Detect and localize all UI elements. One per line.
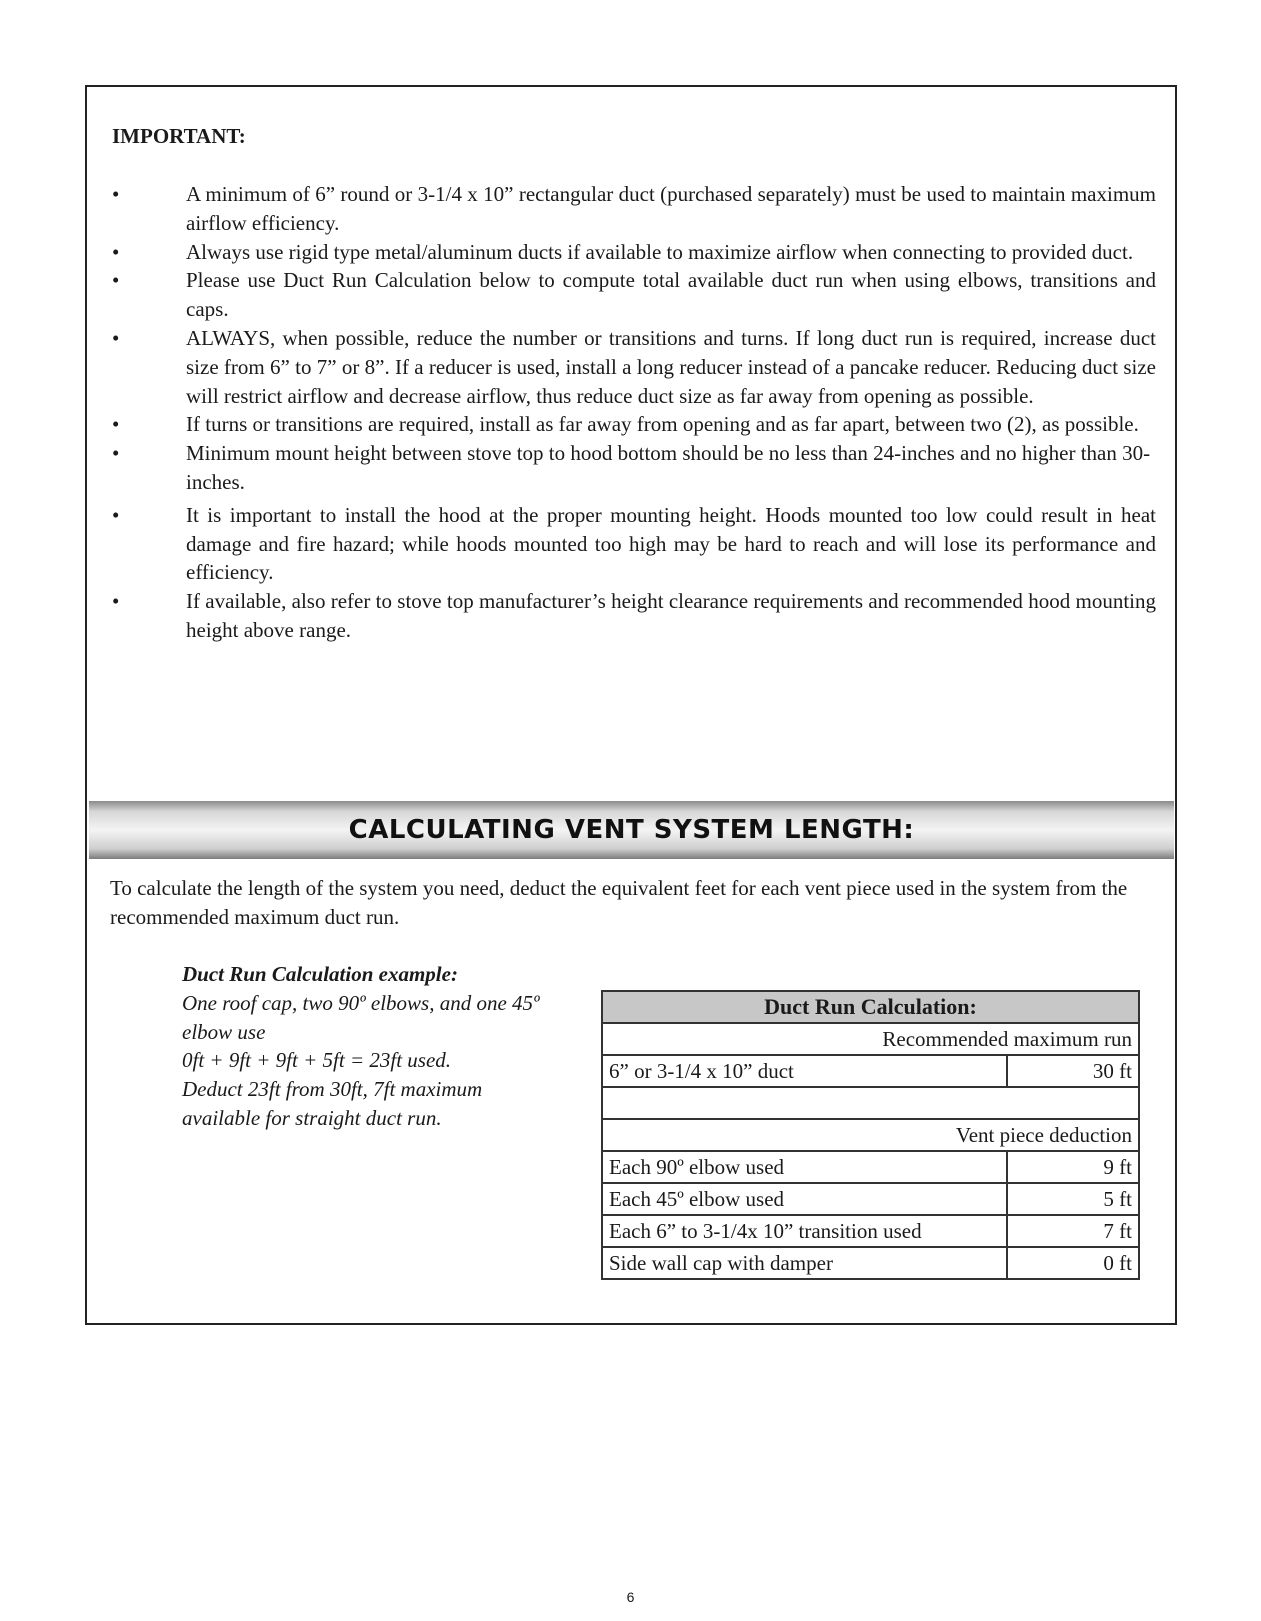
example-line: 0ft + 9ft + 9ft + 5ft = 23ft used. <box>182 1048 452 1073</box>
table-row <box>602 1055 1139 1087</box>
bullet-icon: • <box>112 182 120 206</box>
table-row <box>602 991 1139 1023</box>
row-label: Side wall cap with damper <box>602 1247 1007 1279</box>
intro-paragraph: To calculate the length of the system you need, deduct the equivalent feet for each vent piece used in the system from the recommended maximum duct run. <box>110 876 1128 929</box>
calculation-example <box>182 960 602 1133</box>
list-item: • Minimum mount height between stove top to hood bottom should be no less than 24-inches and no higher than 30-inches. <box>112 441 1151 494</box>
example-title: Duct Run Calculation example: <box>182 962 458 986</box>
table-title: Duct Run Calculation: <box>602 991 1139 1023</box>
max-run-header: Recommended maximum run <box>602 1023 1139 1055</box>
bullet-icon: • <box>112 268 120 293</box>
blank-row <box>602 1087 1139 1119</box>
table-row <box>602 1215 1139 1247</box>
table-row <box>602 1119 1139 1151</box>
bullet-icon: • <box>112 502 120 527</box>
list-item: • If turns or transitions are required, install as far away from opening and as far apart, between two (2), as possible. <box>112 410 1156 439</box>
row-label: Each 90º elbow used <box>602 1151 1007 1183</box>
section-title: CALCULATING VENT SYSTEM LENGTH: <box>348 815 915 845</box>
row-label: Each 6” to 3-1/4x 10” transition used <box>602 1215 1007 1247</box>
list-item: • If available, also refer to stove top manufacturer’s height clearance requirements and recommended hood mounting height above range. <box>112 589 1156 642</box>
deduction-header: Vent piece deduction <box>602 1119 1139 1151</box>
example-line: available for straight duct run. <box>182 1105 442 1130</box>
list-item: • ALWAYS, when possible, reduce the number or transitions and turns. If long duct run is required, increase duct size from 6” to 7” or 8”. If a reducer is used, install a long reducer instead of a pancake reducer. Reducing duct size will restrict airflow and decrease airflow, thus reduce duct size as far away from opening as possible. <box>112 325 1156 408</box>
list-item: • Please use Duct Run Calculation below to compute total available duct run when using elbows, transitions and caps. <box>112 268 1156 322</box>
list-item: • Always use rigid type metal/aluminum ducts if available to maximize airflow when connecting to provided duct. <box>112 238 1156 267</box>
bullet-icon: • <box>112 325 120 350</box>
row-value: 9 ft <box>1007 1151 1139 1183</box>
example-line: elbow use <box>182 1019 266 1044</box>
bullet-icon: • <box>112 239 120 264</box>
duct-value: 30 ft <box>1007 1055 1139 1087</box>
table-row <box>602 1023 1139 1055</box>
example-line: Deduct 23ft from 30ft, 7ft maximum <box>182 1077 483 1102</box>
bullet-icon: • <box>112 441 120 466</box>
table-row <box>602 1087 1139 1119</box>
table-row <box>602 1183 1139 1215</box>
row-label: Each 45º elbow used <box>602 1183 1007 1215</box>
page-number: 6 <box>626 1589 635 1605</box>
important-list <box>112 180 1156 645</box>
example-line: One roof cap, two 90º elbows, and one 45º <box>182 990 540 1015</box>
bullet-icon: • <box>112 412 120 437</box>
row-value: 7 ft <box>1007 1215 1139 1247</box>
duct-label: 6” or 3-1/4 x 10” duct <box>602 1055 1007 1087</box>
section-header-bar <box>89 801 1174 859</box>
bullet-icon: • <box>112 589 120 614</box>
table-row <box>602 1151 1139 1183</box>
row-value: 5 ft <box>1007 1183 1139 1215</box>
list-item: • It is important to install the hood at the proper mounting height. Hoods mounted too low could result in heat damage and fire hazard; while hoods mounted too high may be hard to reach and will lose its performance and efficiency. <box>112 502 1156 585</box>
row-value: 0 ft <box>1007 1247 1139 1279</box>
duct-run-table <box>601 990 1140 1280</box>
list-item: • A minimum of 6” round or 3-1/4 x 10” rectangular duct (purchased separately) must be used to maintain maximum airflow efficiency. <box>112 182 1156 235</box>
table-row <box>602 1247 1139 1279</box>
important-heading: IMPORTANT: <box>112 124 246 148</box>
